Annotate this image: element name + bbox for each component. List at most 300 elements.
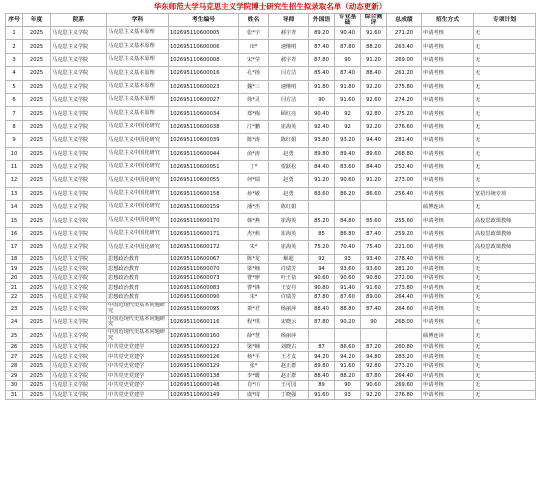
cell-name: 曹*锋	[239, 283, 269, 293]
cell-special-plan: 无	[474, 371, 536, 381]
table-row	[6, 107, 536, 120]
table-row	[6, 174, 536, 187]
cell-name: 徐*灵	[239, 93, 269, 106]
cell-special-plan: 无	[474, 254, 536, 264]
table-row	[6, 283, 536, 293]
cell-supervisor: 崔海英	[269, 120, 309, 133]
cell-candidate-id: 102695110600027	[169, 93, 239, 106]
cell-candidate-id: 102695110600051	[169, 160, 239, 173]
cell-discipline: 中共党史党建学	[107, 371, 169, 381]
cell-name: 杨*平	[239, 352, 269, 362]
cell-special-plan: 无	[474, 67, 536, 80]
cell-major-basics: 91.40	[335, 283, 361, 293]
cell-index: 13	[6, 187, 23, 200]
table-row	[6, 214, 536, 227]
cell-index: 14	[6, 201, 23, 214]
cell-comprehensive: 91.60	[361, 27, 387, 40]
table-row	[6, 227, 536, 240]
cell-admission-method: 申请考核	[422, 254, 474, 264]
cell-department: 马克思主义学院	[51, 160, 107, 173]
cell-year: 2025	[23, 352, 51, 362]
cell-major-basics: 91.60	[335, 93, 361, 106]
cell-discipline: 中共党史党建学	[107, 390, 169, 400]
cell-year: 2025	[23, 27, 51, 40]
cell-major-basics: 86.60	[335, 342, 361, 352]
cell-discipline: 马克思主义中国化研究	[107, 241, 169, 254]
cell-name: 田*	[239, 40, 269, 53]
cell-index: 29	[6, 371, 23, 381]
cell-name: 孙*敏	[239, 187, 269, 200]
cell-name: 宋*莹	[239, 53, 269, 66]
cell-total-score: 269.60	[387, 381, 422, 391]
cell-supervisor: 王可园	[269, 381, 309, 391]
cell-year: 2025	[23, 93, 51, 106]
cell-year: 2025	[23, 371, 51, 381]
cell-special-plan: 无	[474, 283, 536, 293]
cell-total-score	[387, 201, 422, 214]
cell-name: 虞*琦	[239, 390, 269, 400]
cell-name: 薛*慧	[239, 329, 269, 342]
cell-foreign-language: 93.80	[309, 134, 335, 147]
cell-supervisor: 杨丽萍	[269, 329, 309, 342]
cell-candidate-id: 102695110600023	[169, 80, 239, 93]
cell-supervisor: 速继明	[269, 40, 309, 53]
header-admission-method: 招生方式	[422, 14, 474, 27]
cell-department: 马克思主义学院	[51, 227, 107, 240]
cell-total-score: 263.40	[387, 40, 422, 53]
cell-discipline: 思想政治教育	[107, 254, 169, 264]
cell-total-score: 275.80	[387, 80, 422, 93]
cell-year: 2025	[23, 120, 51, 133]
cell-total-score: 271.20	[387, 27, 422, 40]
cell-admission-method: 申请考核	[422, 227, 474, 240]
cell-comprehensive: 89.60	[361, 147, 387, 160]
cell-special-plan: 高校思政课教师	[474, 227, 536, 240]
cell-major-basics: 93.20	[335, 134, 361, 147]
cell-special-plan: 高校思政课教师	[474, 241, 536, 254]
table-body	[6, 27, 536, 400]
cell-foreign-language: 90.60	[309, 273, 335, 283]
cell-year: 2025	[23, 53, 51, 66]
cell-admission-method: 申请考核	[422, 361, 474, 371]
cell-year: 2025	[23, 302, 51, 315]
header-total-score: 总成绩	[387, 14, 422, 27]
cell-foreign-language: 92	[309, 254, 335, 264]
cell-department: 马克思主义学院	[51, 120, 107, 133]
cell-comprehensive: 91.20	[361, 53, 387, 66]
cell-special-plan: 无	[474, 302, 536, 315]
cell-candidate-id: 102695110600038	[169, 120, 239, 133]
table-row	[6, 352, 536, 362]
cell-major-basics: 87.40	[335, 67, 361, 80]
cell-supervisor: 许瑞芳	[269, 264, 309, 274]
cell-discipline: 中共党史党建学	[107, 361, 169, 371]
cell-candidate-id: 102695110600126	[169, 352, 239, 362]
cell-comprehensive	[361, 201, 387, 214]
cell-name: 韩*燕	[239, 214, 269, 227]
cell-year: 2025	[23, 241, 51, 254]
cell-supervisor: 赵正群	[269, 371, 309, 381]
header-department: 院系	[51, 14, 107, 27]
cell-foreign-language: 84.40	[309, 160, 335, 173]
cell-index: 5	[6, 80, 23, 93]
cell-candidate-id: 102695110600044	[169, 147, 239, 160]
cell-comprehensive: 91.60	[361, 283, 387, 293]
cell-candidate-id: 102695110600039	[169, 134, 239, 147]
cell-comprehensive: 86.60	[361, 187, 387, 200]
cell-discipline: 马克思主义中国化研究	[107, 134, 169, 147]
cell-supervisor: 叶王蓓	[269, 273, 309, 283]
cell-special-plan: 无	[474, 293, 536, 303]
cell-major-basics: 88.80	[335, 302, 361, 315]
cell-foreign-language: 75.20	[309, 241, 335, 254]
cell-total-score: 264.40	[387, 293, 422, 303]
cell-department: 马克思主义学院	[51, 27, 107, 40]
cell-candidate-id: 102695110600116	[169, 316, 239, 329]
cell-major-basics: 93	[335, 254, 361, 264]
cell-major-basics: 90.60	[335, 174, 361, 187]
cell-admission-method: 申请考核	[422, 241, 474, 254]
table-row	[6, 371, 536, 381]
cell-index: 19	[6, 264, 23, 274]
cell-comprehensive: 94.40	[361, 134, 387, 147]
table-row	[6, 293, 536, 303]
cell-admission-method: 硕博连读	[422, 201, 474, 214]
cell-index: 23	[6, 302, 23, 315]
cell-comprehensive	[361, 329, 387, 342]
cell-year: 2025	[23, 316, 51, 329]
cell-candidate-id: 102695110600016	[169, 67, 239, 80]
cell-admission-method: 申请考核	[422, 273, 474, 283]
cell-total-score: 273.80	[387, 283, 422, 293]
cell-supervisor: 王安丹	[269, 283, 309, 293]
cell-index: 15	[6, 214, 23, 227]
cell-foreign-language: 92.40	[309, 120, 335, 133]
cell-year: 2025	[23, 40, 51, 53]
cell-discipline: 中国近现代史基本问题研究	[107, 302, 169, 315]
cell-comprehensive: 93.60	[361, 264, 387, 274]
cell-special-plan: 无	[474, 107, 536, 120]
cell-major-basics: 83.60	[335, 160, 361, 173]
cell-major-basics: 87.60	[335, 293, 361, 303]
cell-supervisor: 赵正群	[269, 361, 309, 371]
cell-admission-method: 申请考核	[422, 293, 474, 303]
cell-discipline: 马克思主义中国化研究	[107, 201, 169, 214]
cell-comprehensive: 92.20	[361, 390, 387, 400]
cell-supervisor: 崔海英	[269, 241, 309, 254]
cell-year: 2025	[23, 174, 51, 187]
cell-department: 马克思主义学院	[51, 254, 107, 264]
cell-special-plan: 无	[474, 147, 536, 160]
cell-major-basics: 90	[335, 381, 361, 391]
cell-discipline: 马克思主义中国化研究	[107, 160, 169, 173]
cell-supervisor: 陈红娟	[269, 134, 309, 147]
cell-candidate-id: 102695110600055	[169, 174, 239, 187]
cell-department: 马克思主义学院	[51, 187, 107, 200]
cell-major-basics: 93	[335, 390, 361, 400]
cell-discipline: 马克思主义基本原理	[107, 53, 169, 66]
cell-supervisor: 顾红亮	[269, 107, 309, 120]
cell-admission-method: 申请考核	[422, 381, 474, 391]
cell-candidate-id: 102695110600129	[169, 361, 239, 371]
cell-admission-method: 申请考核	[422, 147, 474, 160]
cell-index: 3	[6, 53, 23, 66]
cell-major-basics: 90.40	[335, 27, 361, 40]
cell-total-score: 272.00	[387, 273, 422, 283]
cell-index: 21	[6, 283, 23, 293]
cell-comprehensive: 93.40	[361, 254, 387, 264]
cell-foreign-language: 91.80	[309, 80, 335, 93]
cell-total-score: 256.40	[387, 187, 422, 200]
cell-major-basics: 94.20	[335, 352, 361, 362]
table-row	[6, 316, 536, 329]
table-row	[6, 27, 536, 40]
cell-major-basics: 87.80	[335, 40, 361, 53]
cell-year: 2025	[23, 342, 51, 352]
table-row	[6, 40, 536, 53]
cell-discipline: 马克思主义中国化研究	[107, 120, 169, 133]
cell-discipline: 马克思主义基本原理	[107, 80, 169, 93]
cell-department: 马克思主义学院	[51, 134, 107, 147]
cell-admission-method: 申请考核	[422, 302, 474, 315]
table-row	[6, 201, 536, 214]
cell-comprehensive: 84.40	[361, 160, 387, 173]
header-index: 序号	[6, 14, 23, 27]
cell-index: 18	[6, 254, 23, 264]
cell-comprehensive: 92.80	[361, 361, 387, 371]
cell-foreign-language: 90.40	[309, 107, 335, 120]
cell-year: 2025	[23, 214, 51, 227]
cell-special-plan: 无	[474, 352, 536, 362]
cell-index: 8	[6, 120, 23, 133]
cell-supervisor: 贺跃松	[269, 160, 309, 173]
cell-foreign-language: 87.80	[309, 316, 335, 329]
header-special-plan: 专项计划	[474, 14, 536, 27]
cell-department: 马克思主义学院	[51, 67, 107, 80]
cell-major-basics: 93.60	[335, 264, 361, 274]
cell-admission-method: 申请考核	[422, 67, 474, 80]
cell-supervisor: 闫方洁	[269, 67, 309, 80]
cell-foreign-language: 85	[309, 227, 335, 240]
cell-year: 2025	[23, 283, 51, 293]
cell-department: 马克思主义学院	[51, 107, 107, 120]
cell-major-basics: 90.20	[335, 316, 361, 329]
cell-supervisor: 赵勇	[269, 187, 309, 200]
cell-supervisor: 崔海英	[269, 227, 309, 240]
cell-candidate-id: 102695110600073	[169, 273, 239, 283]
cell-department: 马克思主义学院	[51, 93, 107, 106]
cell-comprehensive: 88.40	[361, 67, 387, 80]
header-major-basics: 专业基础	[335, 14, 361, 27]
cell-discipline: 马克思主义中国化研究	[107, 227, 169, 240]
cell-total-score: 283.20	[387, 352, 422, 362]
cell-year: 2025	[23, 381, 51, 391]
cell-special-plan: 无	[474, 329, 536, 342]
cell-candidate-id: 102695110600005	[169, 27, 239, 40]
cell-name: 何*瑞	[239, 174, 269, 187]
cell-supervisor: 崔海英	[269, 214, 309, 227]
cell-special-plan: 无	[474, 174, 536, 187]
cell-admission-method: 硕博连读	[422, 329, 474, 342]
cell-department: 马克思主义学院	[51, 371, 107, 381]
cell-special-plan: 无	[474, 201, 536, 214]
cell-special-plan: 高校思政课教师	[474, 214, 536, 227]
cell-total-score: 264.40	[387, 371, 422, 381]
cell-discipline: 马克思主义基本原理	[107, 67, 169, 80]
cell-admission-method: 申请考核	[422, 316, 474, 329]
table-row	[6, 381, 536, 391]
cell-comprehensive: 87.40	[361, 302, 387, 315]
cell-department: 马克思主义学院	[51, 316, 107, 329]
cell-index: 4	[6, 67, 23, 80]
cell-candidate-id: 102695110600148	[169, 381, 239, 391]
cell-major-basics: 70.40	[335, 241, 361, 254]
cell-year: 2025	[23, 361, 51, 371]
cell-discipline: 马克思主义中国化研究	[107, 147, 169, 160]
cell-total-score: 268.80	[387, 147, 422, 160]
table-row	[6, 160, 536, 173]
cell-major-basics: 90	[335, 53, 361, 66]
cell-index: 20	[6, 273, 23, 283]
cell-name: 张*	[239, 361, 269, 371]
cell-comprehensive: 87.20	[361, 342, 387, 352]
cell-special-plan: 无	[474, 160, 536, 173]
table-row	[6, 80, 536, 93]
cell-discipline: 马克思主义中国化研究	[107, 214, 169, 227]
cell-foreign-language: 87.40	[309, 40, 335, 53]
cell-comprehensive: 92.20	[361, 80, 387, 93]
cell-comprehensive: 88.20	[361, 40, 387, 53]
cell-year: 2025	[23, 329, 51, 342]
table-row	[6, 241, 536, 254]
cell-supervisor: 陈红娟	[269, 201, 309, 214]
cell-foreign-language: 87.80	[309, 53, 335, 66]
table-row	[6, 120, 536, 133]
cell-department: 马克思主义学院	[51, 293, 107, 303]
cell-major-basics: 89.40	[335, 147, 361, 160]
cell-discipline: 中共党史党建学	[107, 381, 169, 391]
cell-comprehensive: 92.80	[361, 107, 387, 120]
cell-total-score: 281.40	[387, 134, 422, 147]
cell-total-score: 261.20	[387, 67, 422, 80]
cell-supervisor: 闫方洁	[269, 93, 309, 106]
cell-candidate-id: 102695110600070	[169, 264, 239, 274]
cell-foreign-language	[309, 201, 335, 214]
cell-admission-method: 申请考核	[422, 27, 474, 40]
cell-foreign-language: 91.60	[309, 390, 335, 400]
cell-special-plan: 无	[474, 273, 536, 283]
cell-department: 马克思主义学院	[51, 201, 107, 214]
cell-department: 马克思主义学院	[51, 381, 107, 391]
cell-admission-method: 申请考核	[422, 134, 474, 147]
cell-index: 24	[6, 316, 23, 329]
cell-foreign-language: 89.80	[309, 361, 335, 371]
table-row	[6, 147, 536, 160]
cell-year: 2025	[23, 67, 51, 80]
cell-department: 马克思主义学院	[51, 361, 107, 371]
cell-special-plan: 无	[474, 361, 536, 371]
cell-index: 11	[6, 160, 23, 173]
cell-candidate-id: 102695110600122	[169, 342, 239, 352]
cell-name: 郑*梅	[239, 107, 269, 120]
header-discipline: 学科	[107, 14, 169, 27]
cell-name: 李*暖	[239, 371, 269, 381]
cell-comprehensive: 75.40	[361, 241, 387, 254]
cell-year: 2025	[23, 107, 51, 120]
cell-index: 16	[6, 227, 23, 240]
cell-name: 肖*川	[239, 381, 269, 391]
cell-candidate-id: 102695110600149	[169, 390, 239, 400]
cell-index: 10	[6, 147, 23, 160]
cell-major-basics: 92	[335, 107, 361, 120]
cell-year: 2025	[23, 273, 51, 283]
admission-table	[5, 13, 536, 400]
cell-total-score: 221.00	[387, 241, 422, 254]
cell-comprehensive: 90.60	[361, 381, 387, 391]
table-row	[6, 264, 536, 274]
cell-index: 7	[6, 107, 23, 120]
cell-name: 俞*涛	[239, 147, 269, 160]
cell-foreign-language: 88.40	[309, 371, 335, 381]
cell-major-basics: 84.80	[335, 214, 361, 227]
cell-discipline: 马克思主义基本原理	[107, 27, 169, 40]
cell-index: 6	[6, 93, 23, 106]
cell-discipline: 思想政治教育	[107, 273, 169, 283]
cell-supervisor: 解超	[269, 254, 309, 264]
cell-index: 22	[6, 293, 23, 303]
cell-year: 2025	[23, 254, 51, 264]
cell-candidate-id: 102695110600034	[169, 107, 239, 120]
cell-supervisor: 刘晓古	[269, 342, 309, 352]
cell-foreign-language: 85.20	[309, 214, 335, 227]
cell-comprehensive: 87.40	[361, 227, 387, 240]
cell-major-basics: 86.80	[335, 227, 361, 240]
cell-supervisor: 赵勇	[269, 174, 309, 187]
cell-admission-method: 申请考核	[422, 107, 474, 120]
cell-supervisor: 速继明	[269, 80, 309, 93]
table-row	[6, 67, 536, 80]
cell-total-score: 278.40	[387, 254, 422, 264]
cell-admission-method: 申请考核	[422, 120, 474, 133]
cell-discipline: 思想政治教育	[107, 283, 169, 293]
cell-comprehensive: 94.80	[361, 352, 387, 362]
cell-year: 2025	[23, 80, 51, 93]
cell-candidate-id: 102695110600138	[169, 371, 239, 381]
cell-foreign-language: 88.40	[309, 302, 335, 315]
cell-total-score: 264.60	[387, 302, 422, 315]
table-row	[6, 361, 536, 371]
cell-name: 梁*楠	[239, 264, 269, 274]
cell-department: 马克思主义学院	[51, 264, 107, 274]
cell-special-plan: 无	[474, 53, 536, 66]
cell-total-score: 259.20	[387, 227, 422, 240]
cell-department: 马克思主义学院	[51, 283, 107, 293]
cell-special-plan: 无	[474, 342, 536, 352]
cell-major-basics: 91.80	[335, 80, 361, 93]
header-comprehensive: 综合测评	[361, 14, 387, 27]
cell-foreign-language: 87	[309, 342, 335, 352]
cell-year: 2025	[23, 160, 51, 173]
cell-admission-method: 申请考核	[422, 283, 474, 293]
cell-supervisor: 杨丽萍	[269, 302, 309, 315]
cell-major-basics: 91.60	[335, 361, 361, 371]
cell-candidate-id: 102695110600008	[169, 53, 239, 66]
cell-foreign-language: 91.20	[309, 174, 335, 187]
cell-total-score: 269.00	[387, 53, 422, 66]
cell-name: 陈*龙	[239, 254, 269, 264]
cell-year: 2025	[23, 293, 51, 303]
table-row	[6, 187, 536, 200]
